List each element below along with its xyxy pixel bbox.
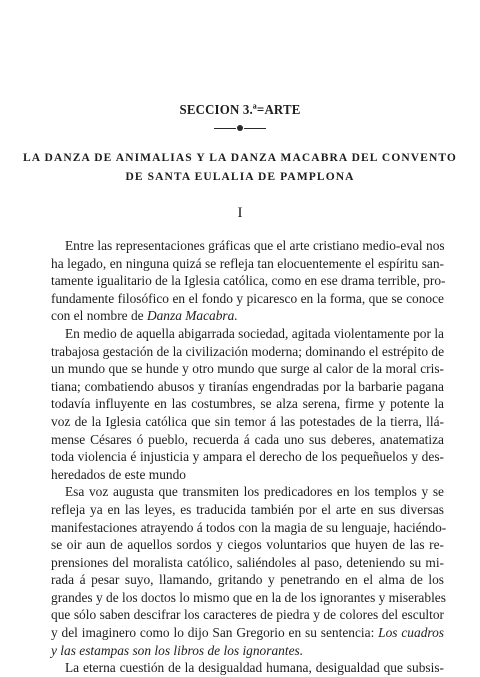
text-line xyxy=(51,290,444,308)
text-line-content: manifestaciones atrayendo á todos con la magia de su lenguaje, haciéndo- xyxy=(51,519,447,535)
text-line xyxy=(51,554,444,572)
text-line-content: tamente igualitario de la Iglesia católica, como en ese drama terrible, pro- xyxy=(51,273,446,289)
text-line-content: heredados de este mundo xyxy=(51,466,186,482)
text-line xyxy=(51,255,444,273)
text-line-content: un mundo que se hunde y otro mundo que surge al calor de la moral cris- xyxy=(51,361,444,377)
text-line xyxy=(51,395,444,413)
text-line xyxy=(51,360,444,378)
text-line-content: y del imaginero como lo dijo San Gregorio en su sentencia: xyxy=(51,625,379,641)
text-line-content: En medio de aquella abigarrada sociedad, agitada violentamente por la xyxy=(65,325,444,341)
chapter-numeral: I xyxy=(237,205,243,221)
text-line xyxy=(51,571,444,589)
text-line xyxy=(51,431,444,449)
text-line-content: refleja ya en las leyes, es traducida también por el arte en sus diversas xyxy=(51,501,444,517)
text-line-content: prensiones del moralista católico, saliéndoles al paso, deteniendo su mi- xyxy=(51,554,444,570)
text-line-content: toda violencia é injusticia y ampara el derecho de los pequeñuelos y des- xyxy=(51,449,444,465)
text-line xyxy=(51,325,444,343)
text-line-italic: Los cuadros xyxy=(378,625,445,641)
article-heading-line-2: DE SANTA EULALIA DE PAMPLONA xyxy=(125,171,355,183)
text-line xyxy=(51,272,444,290)
title-ornament-divider xyxy=(214,125,266,131)
text-line-content: que sólo saben descifrar los caracteres de piedra y de colores del escultor xyxy=(51,607,444,623)
text-line xyxy=(51,466,444,484)
text-line-content: ha legado, en ninguna quizá se refleja tan elocuentemente el espíritu san- xyxy=(51,255,444,271)
article-heading-line-1: LA DANZA DE ANIMALIAS Y LA DANZA MACABRA DEL CONVENTO xyxy=(23,152,457,164)
text-line xyxy=(51,624,444,642)
text-line-content: con el nombre de xyxy=(51,308,147,324)
text-line-content: trabajosa gestación de la civilización moderna; dominando el estrépito de xyxy=(51,343,445,359)
text-line xyxy=(51,307,444,325)
text-line-content: rada á pesar suyo, llamando, gritando y penetrando en el alma de los xyxy=(51,572,444,588)
section-title: SECCION 3.ª=ARTE xyxy=(179,103,301,118)
text-line xyxy=(51,659,444,677)
text-line xyxy=(51,448,444,466)
text-line xyxy=(51,378,444,396)
text-line-content: grandes y de los doctos lo mismo que en la de los ignorantes y miserables xyxy=(51,589,446,605)
body-text xyxy=(51,237,447,677)
text-line xyxy=(51,589,444,607)
text-line xyxy=(51,343,444,361)
text-line-content: La eterna cuestión de la desigualdad humana, desigualdad que subsis- xyxy=(65,660,444,676)
text-line xyxy=(51,237,444,255)
text-line xyxy=(51,413,444,431)
text-line-content: todavía influyente en las costumbres, se alza serena, firme y potente la xyxy=(51,396,444,412)
text-line-content: Esa voz augusta que transmiten los predicadores en los templos y se xyxy=(65,484,444,500)
text-line-content: mense Césares ó pueblo, recuerda á cada uno sus deberes, anatematiza xyxy=(51,431,444,447)
text-line xyxy=(51,501,444,519)
text-line-content: tiana; combatiendo abusos y tiranías engendradas por la barbarie pagana xyxy=(51,378,444,394)
text-line xyxy=(51,606,444,624)
text-line-content: fundamente filosófico en el fondo y picaresco en la forma, que se conoce xyxy=(51,290,444,306)
text-line-content: voz de la Iglesia católica que sin temor á las potestades de la tierra, llá- xyxy=(51,413,444,429)
text-line-content: se oir aun de aquellos sordos y ciegos voluntarios que huyen de las re- xyxy=(51,537,444,553)
text-line-italic: Danza Macabra. xyxy=(146,308,238,324)
text-line xyxy=(51,519,447,537)
text-line-content: y las estampas son los libros de los ignorantes. xyxy=(51,642,304,658)
text-line xyxy=(51,642,444,660)
text-line-content: Entre las representaciones gráficas que el arte cristiano medio-eval nos xyxy=(65,238,445,253)
text-line xyxy=(51,483,444,501)
text-line xyxy=(51,536,444,554)
